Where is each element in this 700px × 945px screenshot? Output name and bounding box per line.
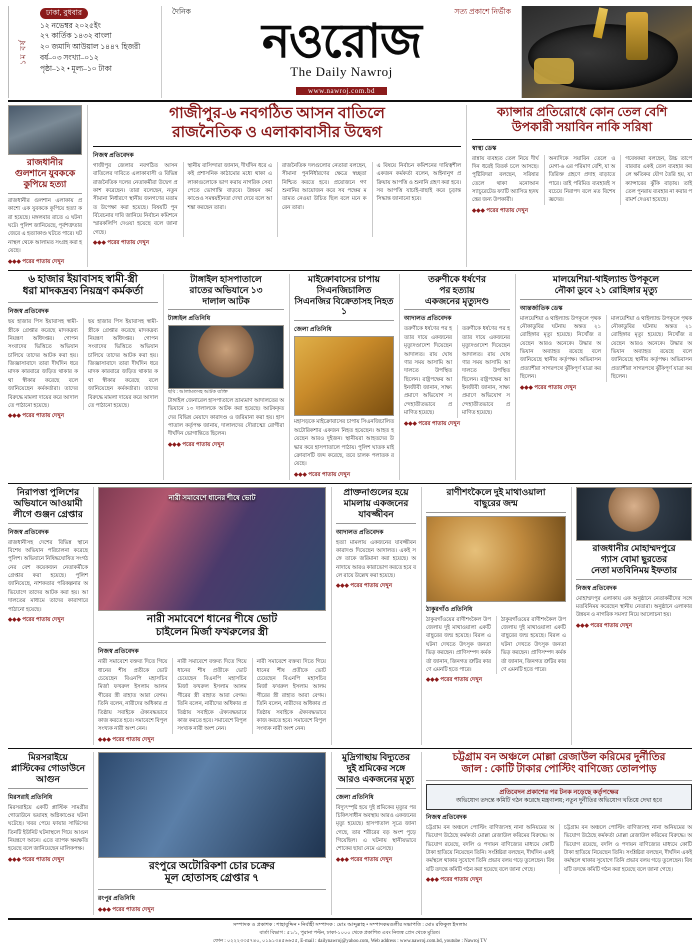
micro-body: মহাসড়কে মাইক্রোবাসের চাপায় সিএনজিচালিত অটোরিকশার একজন নিহত হয়েছেন। আহত হয়েছেন আরও দুইজন। স্থানীয়রা আহতদের উদ্ধার করে হাসপাতালে পাঠায়। পুলিশ ঘাতক মাইক্রোবাসটি জব্দ করেছে, তবে চালক পলাতক রয়েছে। [294,419,394,468]
footer-line-2: বার্তা বিভাগ : ৫১/১, পুরানা পল্টন, ঢাকা-১০০০ থেকে প্রকাশিত এবং নিজস্ব প্রেস থেকে মুদ্রিত। [259,931,441,937]
photo-police-press-conference [98,752,326,858]
story-electrocution-death [331,752,416,916]
masthead-date-2: ২০ জমাদি আউয়াল ১৪৪৭ হিজরী [40,42,141,52]
fire-headline-line-1: মিরসরাইয়ে [28,751,68,762]
footer-line-1: সম্পাদক ও প্রকাশক : শাহাবুদ্দিন • নির্বাহী সম্পাদক : মোঃ আব্দুল্লাহ • সম্পাদকমণ্ডলীর সভাপতি : মোঃ রফিকুল ইসলাম [232,922,467,929]
masthead-issue: বর্ষ–০৩ সংখ্যা–০১২ [40,52,99,62]
masthead-date-0: ১২ নভেম্বর ২০২৫ইং [40,20,101,30]
theft-byline: রংপুর প্রতিনিধি [98,895,135,903]
raid-headline-line-1: নিরাপত্তা পুলিশের [16,486,80,497]
footer-line-3: ফোন : ০২২২৩৩৫৭৪০, ০১৯১৩৪৫৬৬৫৫, E-mail : dailynawroj@yahoo.com, Web address : www.nawroj.com.bd, youtube : Nawroj TV [213,938,487,944]
headline-line-1: রাজধানীর [26,157,64,168]
row-third [8,487,692,745]
story-police-raid [8,487,88,745]
moh-headline-line-2: গ্যাস বোমা ছুরতের [600,553,668,564]
rape-headline-line-3: একজনের মৃত্যুদণ্ড [424,295,490,306]
calf-byline: ঠাকুরগাঁও প্রতিনিধি [426,605,473,613]
rally-body-col-1: নারী সমাবেশে বক্তব্য দিতে গিয়ে ধানের শীষ প্রতীকে ভোট চেয়েছেন বিএনপি মহাসচিব মির্জা ফখরুল ইসলাম আলমগীরের স্ত্রী রাহাত আরা বেগম। তিনি বলেন, নারীদের অধিকার প্রতিষ্ঠায় সবাইকে ঐক্যবদ্ধভাবে কাজ করতে হবে। সমাবেশে বিপুলসংখ্যক নারী অংশ নেন। [98,659,168,733]
calf-headline-line-1: রাণীশংকৈলে দুই মাথাওয়ালা [446,486,546,497]
yaba-body-col-2: ছয় হাজার পিস ইয়াবাসহ স্বামী-স্ত্রীকে গ্রেপ্তার করেছে মাদকদ্রব্য নিয়ন্ত্রণ অধিদপ্তর। গোপন সংবাদের ভিত্তিতে অভিযান চালিয়ে তাদের আটক করা হয়। জিজ্ঞাসাবাদে তারা দীর্ঘদিন ধরে মাদক কারবারে জড়িত থাকার কথা স্বীকার করেছে বলে জানিয়েছেন কর্মকর্তারা। তাদের বিরুদ্ধে মামলা দায়ের করে আদালতে পাঠানো হয়েছে। [83,318,158,410]
oil-body-col-3: গবেষকরা বলছেন, উচ্চ তাপে বারবার একই তেল ব্যবহার করলে ক্ষতিকর যৌগ তৈরি হয়, যা ক্যান্সারের ঝুঁকি বাড়ায়। তাই তেল পুনরায় ব্যবহার না করার পরামর্শ দেওয়া হয়েছে। [620,155,692,205]
page-footer [8,918,692,945]
fire-body: মিরসরাইয়ে একটি প্লাস্টিক সামগ্রীর গোডাউনে ভয়াবহ অগ্নিকাণ্ডের ঘটনা ঘটেছে। খবর পেয়ে ফায়ার সার্ভিসের তিনটি ইউনিট ঘটনাস্থলে গিয়ে আগুন নিয়ন্ত্রণে আনে। এতে ব্যাপক ক্ষয়ক্ষতি হয়েছে বলে জানিয়েছেন মালিকপক্ষ। [8,804,88,853]
newspaper-logo-bangla: নওরোজ [261,16,422,68]
calf-body-col-2: ঠাকুরগাঁওয়ের রাণীশংকৈল উপজেলায় দুই মাথাওয়ালা একটি বাছুরের জন্ম হয়েছে। বিরল এ ঘটনা দেখতে উৎসুক জনতা ভিড় করছেন। প্রাণিসম্পদ কর্মকর্তা জানান, জিনগত ত্রুটির কারণে এমনটি হতে পারে। [496,616,566,675]
hosp-continued-link[interactable]: ◆◆◆ পরের পাতায় দেখুন [168,441,225,448]
rally-body-col-2: নারী সমাবেশে বক্তব্য দিতে গিয়ে ধানের শীষ প্রতীকে ভোট চেয়েছেন বিএনপি মহাসচিব মির্জা ফখরুল ইসলাম আলমগীরের স্ত্রী রাহাত আরা বেগম। তিনি বলেন, নারীদের অধিকার প্রতিষ্ঠায় সবাইকে ঐক্যবদ্ধভাবে কাজ করতে হবে। সমাবেশে বিপুলসংখ্যক নারী অংশ নেন। [172,658,246,733]
story-forest-corruption [421,752,692,916]
masthead-city-day: ঢাকা, বুধবার [40,8,88,19]
calf-continued-link[interactable]: ◆◆◆ পরের পাতায় দেখুন [426,677,483,684]
rally-continued-link[interactable]: ◆◆◆ পরের পাতায় দেখুন [98,736,155,743]
forest-body-col-1: চট্টগ্রাম বন অঞ্চলে পোস্টিং বাণিজ্যসহ নানা অনিয়মের অভিযোগ উঠেছে কর্মকর্তা মোল্লা রেজাউল করিমের বিরুদ্ধে। অভিযোগ রয়েছে, বদলি ও পদায়ন বাণিজ্যের মাধ্যমে কোটি টাকা হাতিয়ে নিয়েছেন তিনি। সংশ্লিষ্টরা বলছেন, দীর্ঘদিন একই কর্মস্থলে থাকার সুযোগে তিনি প্রভাব বলয় গড়ে তুলেছেন। বিষয়টি তদন্তে কমিটি গঠন করা হয়েছে বলে জানা গেছে। [426,824,554,873]
oil-body-col-1: রান্নায় ব্যবহৃত তেল নিয়ে দীর্ঘদিন ধরেই বিতর্ক চলে আসছে। পুষ্টিবিদরা বলছেন, সরিষার তেলে থাকা মনোআনস্যাচুরেটেড ফ্যাটি অ্যাসিড হৃদযন্ত্রের জন্য উপকারী। [472,155,539,204]
lead-body-col-4: এ বিষয়ে নির্বাচন কমিশনের দায়িত্বশীল একজন কর্মকর্তা বলেন, আইনানুগ প্রক্রিয়ায় আপত্তি ও শুনানি গ্রহণ করা হবে। সব আপত্তি যাচাই-বাছাই করে চূড়ান্ত সিদ্ধান্ত জানানো হবে। [372,162,462,237]
oil-bottle-shape [626,12,648,60]
row-lead [8,105,692,267]
rally-banner-text: নারী সমাবেশে ধানের শীষে ভোট [168,493,256,502]
fire-continued-link[interactable]: ◆◆◆ পরের পাতায় দেখুন [8,856,65,863]
hosp-body: টাঙ্গাইল জেনারেল হাসপাতালে ভ্রাম্যমাণ আদালতের অভিযানে ১৩ দালালকে আটক করা হয়েছে। আটককৃতদের বিভিন্ন মেয়াদে কারাদণ্ড ও জরিমানা করা হয়। হাসপাতাল কর্তৃপক্ষ জানায়, দালালদের দৌরাত্ম্যে রোগীরা দীর্ঘদিন ভোগান্তিতে ছিলেন। [168,397,284,438]
moh-byline: নিজস্ব প্রতিবেদক [576,584,617,592]
lead-body-col-1: গাজীপুর জেলার নবগঠিত আসন বাতিলের দাবিতে এলাকাবাসী ও বিভিন্ন রাজনৈতিক দলের নেতাকর্মীরা উদ্বেগ প্রকাশ করেছেন। তারা বলেছেন, নতুন সীমানা নির্ধারণে স্থানীয় জনগণের মতামত উপেক্ষা করা হয়েছে। বিষয়টি পুনর্বিবেচনার দাবি জানিয়ে নির্বাচন কমিশনে স্মারকলিপি দেওয়া হয়েছে বলে জানা গেছে। [93,162,178,236]
rape-continued-link[interactable]: ◆◆◆ পরের পাতায় দেখুন [404,420,461,427]
yaba-continued-link[interactable]: ◆◆◆ পরের পাতায় দেখুন [8,413,65,420]
elec-continued-link[interactable]: ◆◆◆ পরের পাতায় দেখুন [336,856,393,863]
fire-headline-line-2: প্লাস্টিকের গোডাউনে [10,762,85,773]
mustard-seed-shape [534,58,574,84]
story-yaba-arrest [8,274,158,480]
micro-byline: জেলা প্রতিনিধি [294,326,332,334]
story-rangpur-auto-theft [93,752,326,916]
fire-headline-line-3: আগুন [36,773,60,784]
yaba-byline: নিজস্ব প্রতিবেদক [8,308,49,316]
calf-body-col-1: ঠাকুরগাঁওয়ের রাণীশংকৈল উপজেলায় দুই মাথাওয়ালা একটি বাছুরের জন্ম হয়েছে। বিরল এ ঘটনা দেখতে উৎসুক জনতা ভিড় করছেন। প্রাণিসম্পদ কর্মকর্তা জানান, জিনগত ত্রুটির কারণে এমনটি হতে পারে। [426,616,491,673]
forest-continued-link[interactable]: ◆◆◆ পরের পাতায় দেখুন [426,877,483,884]
story-women-rally [93,487,326,745]
hosp-byline: টাঙ্গাইল প্রতিনিধি [168,315,211,323]
lead-byline: নিজস্ব প্রতিবেদক [93,151,134,159]
photo-sweet-shop [294,336,394,416]
story-mohammadpur-meeting [571,487,692,745]
forest-highlight-box [426,784,692,810]
story-rape-death-penalty [399,274,510,480]
elec-headline-line-2: দুই শ্রমিকের সঙ্গে [346,762,406,773]
photo-women-rally [98,487,326,611]
rally-byline: নিজস্ব প্রতিবেদক [98,648,139,656]
hosp-photo-caption: ছবি : আলামতসহ আটক ব্যক্তি [168,390,228,396]
forest-headline-line-2: জাল : কোটি টাকার পোস্টিং বাণিজ্যে তোলপাড় [461,764,657,776]
rape-headline-line-1: তরুণীকে ধর্ষণের [428,273,486,284]
story-plastic-warehouse-fire [8,752,88,916]
masthead-date-block [37,6,162,98]
headline-line-3: কুপিয়ে হত্যা [23,178,67,189]
lead-body-col-2: স্থানীয় বাসিন্দারা জানান, দীর্ঘদিন ধরে একই প্রশাসনিক কাঠামোর মধ্যে থাকা এলাকাগুলোকে ভাগ করায় নাগরিক সেবা পেতে ভোগান্তি বাড়বে। উন্নয়ন কর্মকাণ্ডেও সমন্বয়হীনতা দেখা দেবে বলে আশঙ্কা করছেন তারা। [183,162,273,237]
moh-headline-line-3: নেতা মতবিনিময় ইফতার [590,564,678,575]
moh-body: মোহাম্মদপুর এলাকায় এক অনুষ্ঠানে নেতাকর্মীদের সঙ্গে মতবিনিময় করেছেন স্থানীয় নেতারা। অনুষ্ঠানে এলাকার উন্নয়ন ও নাগরিক সমস্যা নিয়ে আলোচনা হয়। [576,595,692,619]
photo-portrait-man [576,487,692,541]
photo-two-headed-calf [426,516,566,602]
story-two-headed-calf [421,487,566,745]
story-gulshan-murder [8,105,82,267]
newspaper-logo-english: The Daily Nawroj [290,64,393,80]
rally-body-col-3: নারী সমাবেশে বক্তব্য দিতে গিয়ে ধানের শীষ প্রতীকে ভোট চেয়েছেন বিএনপি মহাসচিব মির্জা ফখরুল ইসলাম আলমগীরের স্ত্রী রাহাত আরা বেগম। তিনি বলেন, নারীদের অধিকার প্রতিষ্ঠায় সবাইকে ঐক্যবদ্ধভাবে কাজ করতে হবে। সমাবেশে বিপুলসংখ্যক নারী অংশ নেন। [252,658,326,733]
forest-highlight-sub: অভিযোগ তদন্তে কমিটি গঠন করেছে মন্ত্রণালয়; নতুন দুর্নীতির অভিযোগ খতিয়ে দেখা হবে [456,798,662,805]
story-microbus-crash [289,274,394,480]
hosp-headline-line-2: রাতের অভিযানে ১৩ [189,284,263,295]
life-body: হত্যা মামলায় একজনের যাবজ্জীবন কারাদণ্ড দিয়েছেন আদালত। একই সঙ্গে তাকে জরিমানা করা হয়েছে। অনাদায়ে আরও কারাভোগ করতে হবে বলে রায়ে উল্লেখ করা হয়েছে। [336,539,416,580]
rape-byline: আদালত প্রতিবেদক [404,315,452,323]
yaba-headline-line-2: ধরা মাদকদ্রব্য নিয়ন্ত্রণ কর্মকর্তা [22,286,144,298]
rally-headline-line-2: চাইলেন মির্জা ফখরুলের স্ত্রী [155,626,269,638]
rape-body-col-1: তরুণীকে ধর্ষণের পর হত্যার দায়ে একজনের মৃত্যুদণ্ডাদেশ দিয়েছেন আদালত। রায় ঘোষণার সময় আসামি আদালতে উপস্থিত ছিলেন। রাষ্ট্রপক্ষের আইনজীবী জানান, সাক্ষ্যপ্রমাণে অভিযোগ সন্দেহাতীতভাবে প্রমাণিত হয়েছে। [404,326,452,417]
moh-continued-link[interactable]: ◆◆◆ পরের পাতায় দেখুন [576,622,633,629]
hosp-headline-line-3: দালাল আটক [202,295,250,306]
forest-highlight-title: প্রতিবেদন প্রকাশের পর টনক নড়েছে কর্তৃপক্ষের [499,789,619,797]
lead-headline-line-1: গাজীপুর-৬ নবগঠিত আসন বাতিলে [169,105,385,123]
lead-continued-link[interactable]: ◆◆◆ পরের পাতায় দেখুন [93,240,150,247]
theft-continued-link[interactable]: ◆◆◆ পরের পাতায় দেখুন [98,907,155,914]
raid-byline: নিজস্ব প্রতিবেদক [8,528,49,536]
rape-body-col-2: তরুণীকে ধর্ষণের পর হত্যার দায়ে একজনের মৃত্যুদণ্ডাদেশ দিয়েছেন আদালত। রায় ঘোষণার সময় আসামি আদালতে উপস্থিত ছিলেন। রাষ্ট্রপক্ষের আইনজীবী জানান, সাক্ষ্যপ্রমাণে অভিযোগ সন্দেহাতীতভাবে প্রমাণিত হয়েছে। [457,325,510,417]
elec-body: বিদ্যুৎস্পৃষ্ট হয়ে দুই শ্রমিকের মৃত্যুর পর চিকিৎসাধীন অবস্থায় আরও একজনের মৃত্যু হয়েছে। হাসপাতাল সূত্রে জানা গেছে, তার শরীরের বড় অংশ পুড়ে গিয়েছিল। এ ঘটনায় স্থানীয়ভাবে শোকের ছায়া নেমে এসেছে। [336,804,416,853]
rohingya-body-col-2: মালয়েশিয়া ও থাইল্যান্ড উপকূলে পৃথক নৌকাডুবির ঘটনায় অন্তত ২১ রোহিঙ্গার মৃত্যু হয়েছে। নিখোঁজ রয়েছেন আরও অনেকে। উদ্ধার অভিযান অব্যাহত রয়েছে বলে জানিয়েছে স্থানীয় কর্তৃপক্ষ। অভিবাসনপ্রত্যাশীরা সাগরপথে ঝুঁকিপূর্ণ যাত্রা করছিলেন। [606,315,692,382]
rohingya-continued-link[interactable]: ◆◆◆ পরের পাতায় দেখুন [520,384,577,391]
oil-headline-line-2: উপকারী সয়াবিন নাকি সরিষা [511,120,653,135]
life-headline-line-1: প্রাক্তনাগুলের হয়ে [343,486,409,497]
elec-byline: জেলা প্রতিনিধি [336,793,374,801]
photo-crime-suspect [8,105,82,155]
theft-headline-line-2: মূল হোতাসহ গ্রেপ্তার ৭ [164,873,260,885]
elec-headline-line-1: মুদ্রিগাছায় বিদ্যুতের [342,751,410,762]
headline-line-2: গুলশানে যুবককে [14,168,76,179]
forest-headline-line-1: চট্টগ্রাম বন অঞ্চলে মোল্লা রেজাউল করিমের দুর্নীতির [452,751,666,763]
masthead-side-strip: ১ম বর্ষ [8,6,37,98]
yaba-headline-line-1: ৬ হাজার ইয়াবাসহ স্বামী-স্ত্রী [28,273,138,285]
forest-byline: নিজস্ব প্রতিবেদক [426,813,467,821]
lead-body-col-3: রাজনৈতিক দলগুলোর নেতারা বলছেন, সীমানা পুনর্নির্ধারণের ক্ষেত্রে স্বচ্ছতা নিশ্চিত করতে হবে। প্রয়োজনে গণশুনানির আয়োজন করে সব পক্ষের মতামত নেওয়া উচিত ছিল বলে মনে করেন তারা। [277,162,367,237]
life-continued-link[interactable]: ◆◆◆ পরের পাতায় দেখুন [336,583,393,590]
rohingya-headline-line-2: নৌকা ডুবে ২১ রোহিঙ্গার মৃত্যু [554,284,658,295]
row-secondary [8,274,692,480]
masthead-date-1: ২৭ কার্তিক ১৪৩২ বাংলা [40,31,112,41]
fire-byline: মিরসরাই প্রতিনিধি [8,793,53,801]
story-body: রাজধানীর গুলশান এলাকায় প্রকাশ্যে এক যুবককে কুপিয়ে হত্যা করা হয়েছে। মঙ্গলবার রাতে এ ঘটনা ঘটে। পুলিশ জানিয়েছে, পূর্বশত্রুতার জেরে এ হত্যাকাণ্ড ঘটতে পারে। ঘটনাস্থল থেকে আলামত সংগ্রহ করা হয়েছে। [8,197,82,255]
story-gazipur-seat [87,105,461,267]
rohingya-byline: আন্তর্জাতিক ডেস্ক [520,304,563,312]
oil-continued-link[interactable]: ◆◆◆ পরের পাতায় দেখুন [472,207,529,214]
micro-headline-line-2: সিএনজির বিক্রেতাসহ নিহত ১ [294,295,394,317]
life-headline-line-2: মামলায় একজনের [343,497,409,508]
masthead-title-block [162,6,521,98]
life-headline-line-3: যাবজ্জীবন [358,508,394,519]
lead-headline-line-2: রাজনৈতিক ও এলাকাবাসীর উদ্বেগ [172,123,382,141]
oil-headline-line-1: ক্যান্সার প্রতিরোধে কোন তেল বেশি [496,105,668,120]
theft-headline-line-1: রংপুরে অটোরিকশা চোর চক্রের [149,860,275,872]
oil-byline: স্বাস্থ্য ডেস্ক [472,144,497,152]
masthead-pages-price: পৃষ্ঠা–১২ • মূল্য–১০ টাকা [40,63,112,73]
masthead-kicker-left: দৈনিক [172,7,191,16]
photo-arrested-man [168,325,284,389]
micro-continued-link[interactable]: ◆◆◆ পরের পাতায় দেখুন [294,471,351,478]
raid-continued-link[interactable]: ◆◆◆ পরের পাতায় দেখুন [8,616,65,623]
story-tangail-hospital [163,274,284,480]
masthead-kicker-right: সত্য প্রকাশে নির্ভীক [454,7,511,16]
masthead [8,6,692,102]
hosp-headline-line-1: টাঙ্গাইল হাসপাতালে [190,273,262,284]
raid-headline-line-2: অভিযানে আওয়ামী [13,497,83,508]
story-cooking-oil-cancer [466,105,692,267]
moh-headline-line-1: রাজধানীর মোহাম্মদপুরে [592,542,676,553]
calf-headline-line-2: বাছুরের জন্ম [474,497,518,508]
website-url[interactable]: www.nawroj.com.bd [296,87,387,95]
continued-link[interactable]: ◆◆◆ পরের পাতায় দেখুন [8,258,65,265]
life-byline: আদালত প্রতিবেদক [336,528,384,536]
raid-body: রাজধানীসহ দেশের বিভিন্ন স্থানে বিশেষ অভিযান পরিচালনা করেছে পুলিশ। অভিযানে নিষিদ্ধঘোষিত সংগঠনের বেশ কয়েকজন নেতাকর্মীকে গ্রেপ্তার করা হয়েছে। পুলিশ জানিয়েছে, নাশকতার পরিকল্পনার অভিযোগে তাদের আটক করা হয়। আদালতের মাধ্যমে তাদের কারাগারে পাঠানো হয়েছে। [8,539,88,613]
micro-headline-line-1: মাইক্রোবাসের চাপায় সিএনজিচালিত [308,273,380,295]
yaba-body-col-1: ছয় হাজার পিস ইয়াবাসহ স্বামী-স্ত্রীকে গ্রেপ্তার করেছে মাদকদ্রব্য নিয়ন্ত্রণ অধিদপ্তর। গোপন সংবাদের ভিত্তিতে অভিযান চালিয়ে তাদের আটক করা হয়। জিজ্ঞাসাবাদে তারা দীর্ঘদিন ধরে মাদক কারবারে জড়িত থাকার কথা স্বীকার করেছে বলে জানিয়েছেন কর্মকর্তারা। তাদের বিরুদ্ধে মামলা দায়ের করে আদালতে পাঠানো হয়েছে। [8,319,78,409]
forest-body-col-2: চট্টগ্রাম বন অঞ্চলে পোস্টিং বাণিজ্যসহ নানা অনিয়মের অভিযোগ উঠেছে কর্মকর্তা মোল্লা রেজাউল করিমের বিরুদ্ধে। অভিযোগ রয়েছে, বদলি ও পদায়ন বাণিজ্যের মাধ্যমে কোটি টাকা হাতিয়ে নিয়েছেন তিনি। সংশ্লিষ্টরা বলছেন, দীর্ঘদিন একই কর্মস্থলে থাকার সুযোগে তিনি প্রভাব বলয় গড়ে তুলেছেন। বিষয়টি তদন্তে কমিটি গঠন করা হয়েছে বলে জানা গেছে। [559,824,692,874]
rohingya-headline-line-1: মালয়েশিয়া-থাইল্যান্ড উপকূলে [552,273,660,284]
rally-headline-line-1: নারী সমাবেশে ধানের শীষে ভোট [146,613,278,625]
raid-headline-line-3: লীগে গুঞ্জন গ্রেপ্তার [13,508,83,519]
oil-body-col-2: অন্যদিকে সয়াবিন তেলে ওমেগা-৬ এর পরিমাণ বেশি, যা অতিরিক্ত গ্রহণে প্রদাহ বাড়াতে পারে। তাই পরিমিত ব্যবহারই সবচেয়ে নিরাপদ বলে মত বিশেষজ্ঞদের। [544,155,616,205]
story-rohingya-boat [515,274,692,480]
rape-headline-line-2: পর হত্যায় [439,284,475,295]
masthead-photo-cooking-oil [521,6,692,98]
story-life-sentence [331,487,416,745]
elec-headline-line-3: আরও একজনের মৃত্যু [337,773,415,784]
row-fourth [8,752,692,916]
rohingya-body-col-1: মালয়েশিয়া ও থাইল্যান্ড উপকূলে পৃথক নৌকাডুবির ঘটনায় অন্তত ২১ রোহিঙ্গার মৃত্যু হয়েছে। নিখোঁজ রয়েছেন আরও অনেকে। উদ্ধার অভিযান অব্যাহত রয়েছে বলে জানিয়েছে স্থানীয় কর্তৃপক্ষ। অভিবাসনপ্রত্যাশীরা সাগরপথে ঝুঁকিপূর্ণ যাত্রা করছিলেন। [520,315,601,381]
